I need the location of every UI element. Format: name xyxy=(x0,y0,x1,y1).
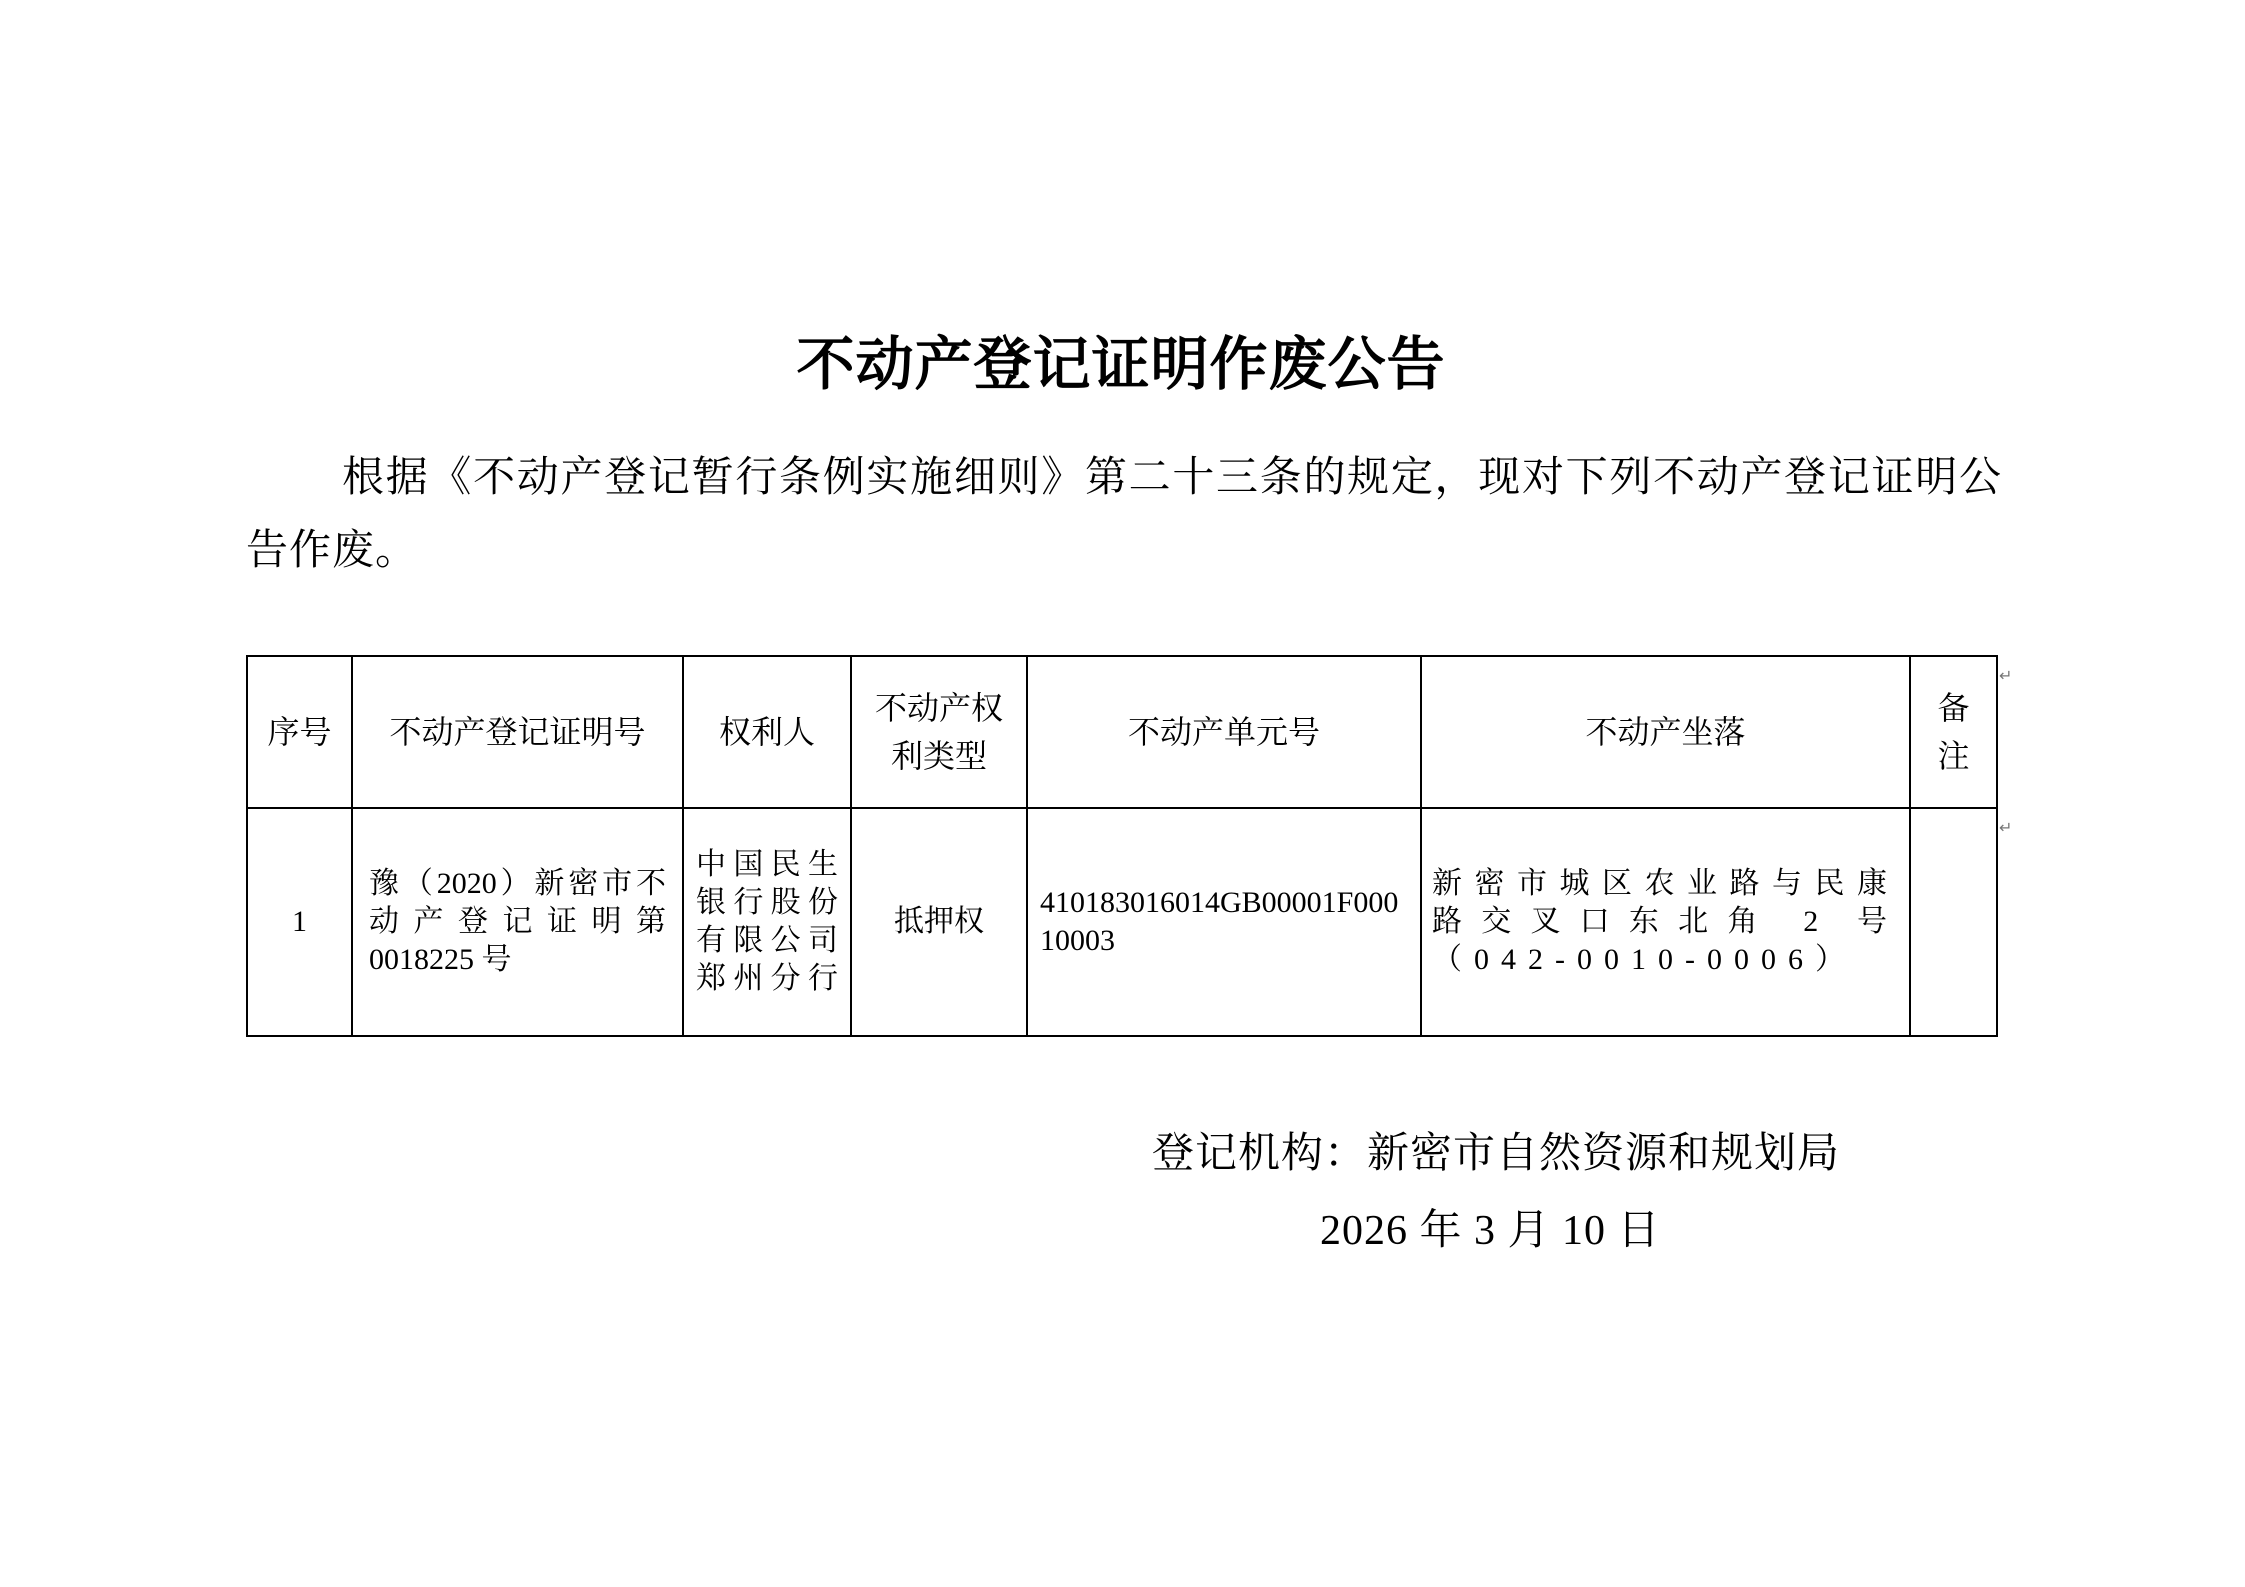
col-header-location: 不动产坐落 xyxy=(1421,656,1910,808)
col-header-right-type: 不动产权利类型 xyxy=(851,656,1027,808)
footer-authority: 登记机构：新密市自然资源和规划局 xyxy=(1152,1131,1841,1177)
row-end-mark-icon: ↵ xyxy=(1999,666,2013,685)
col-header-cert-no: 不动产登记证明号 xyxy=(352,656,683,808)
cell-remark xyxy=(1910,808,1997,1036)
cell-cert-no: 豫（2020）新密市不动产登记证明第0018225 号 xyxy=(352,808,683,1036)
table-header-row xyxy=(247,656,1997,808)
cell-unit-no: 410183016014GB00001F00010003 xyxy=(1027,808,1421,1036)
records-table xyxy=(246,655,1998,1037)
cell-seq: 1 xyxy=(247,808,352,1036)
page-title: 不动产登记证明作废公告 xyxy=(796,332,1446,397)
cell-holder: 中国民生银行股份有限公司郑州分行 xyxy=(683,808,851,1036)
col-header-seq: 序号 xyxy=(247,656,352,808)
row-end-mark-icon: ↵ xyxy=(1999,818,2013,837)
col-header-unit-no: 不动产单元号 xyxy=(1027,656,1421,808)
cell-right-type: 抵押权 xyxy=(851,808,1027,1036)
table-row xyxy=(247,808,1997,1036)
notice-paragraph: 根据《不动产登记暂行条例实施细则》第二十三条的规定，现对下列不动产登记证明公告作废。 xyxy=(246,455,2002,574)
col-header-remark: 备注 xyxy=(1910,656,1997,808)
col-header-holder: 权利人 xyxy=(683,656,851,808)
cell-location: 新密市城区农业路与民康路交叉口东北角 2 号（042-0010-0006） xyxy=(1421,808,1910,1036)
footer-date: 2026 年 3 月 10 日 xyxy=(1320,1208,1661,1254)
